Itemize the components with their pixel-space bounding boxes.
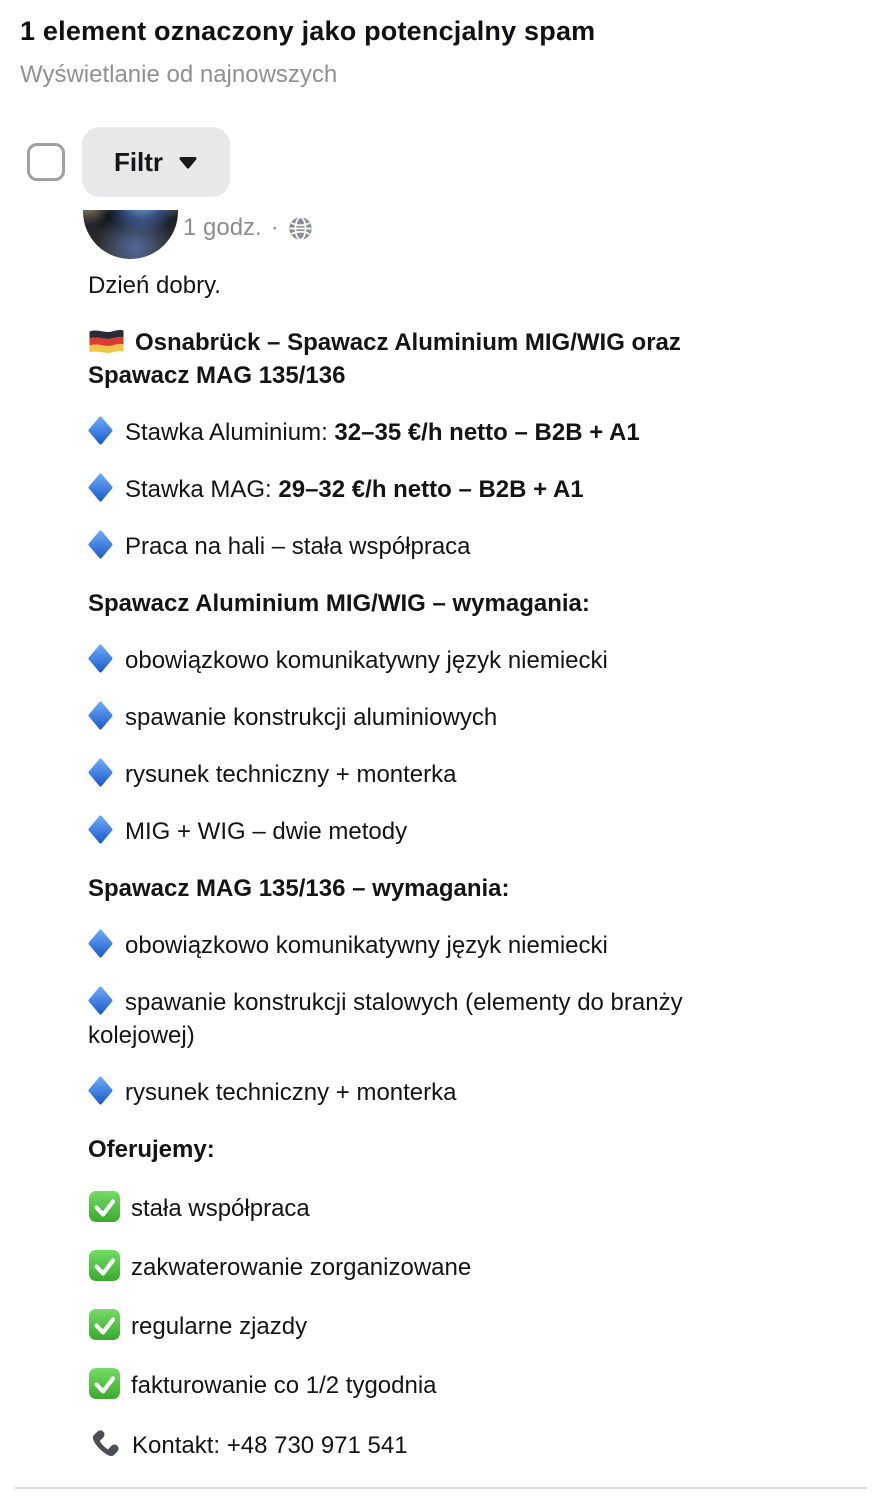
- item-text: obowiązkowo komunikatywny język niemiecki: [125, 932, 608, 959]
- section-heading-offer: Oferujemy:: [88, 1136, 215, 1163]
- green-check-icon: [88, 1190, 121, 1223]
- globe-public-icon: [288, 216, 313, 241]
- avatar-image: [83, 210, 178, 259]
- offer-item: [88, 1190, 788, 1225]
- section-heading-aluminium: Spawacz Aluminium MIG/WIG – wymagania:: [88, 590, 590, 617]
- germany-flag-icon: [88, 327, 125, 353]
- rate-value: 32–35 €/h netto – B2B + A1: [334, 419, 640, 446]
- rate-value: 29–32 €/h netto – B2B + A1: [278, 476, 584, 503]
- list-item-rate-mag: [88, 473, 788, 506]
- blue-diamond-icon: [88, 473, 113, 502]
- green-check-icon: [88, 1249, 121, 1282]
- item-text: rysunek techniczny + monterka: [125, 1079, 457, 1106]
- main-heading-text: Osnabrück – Spawacz Aluminium MIG/WIG oraz Spawacz MAG 135/136: [88, 329, 681, 389]
- offer-item: [88, 1249, 788, 1284]
- list-item: [88, 644, 788, 677]
- blue-diamond-icon: [88, 1076, 113, 1105]
- list-item-hall-work: [88, 530, 788, 563]
- section-heading-mag: Spawacz MAG 135/136 – wymagania:: [88, 875, 510, 902]
- post-author-avatar[interactable]: [83, 210, 178, 259]
- list-item: [88, 1076, 788, 1109]
- list-item: [88, 758, 788, 791]
- list-item: [88, 986, 788, 1052]
- blue-diamond-icon: [88, 758, 113, 787]
- post-main-heading: [88, 326, 788, 392]
- blue-diamond-icon: [88, 416, 113, 445]
- item-text: fakturowanie co 1/2 tygodnia: [131, 1372, 437, 1399]
- list-item: [88, 929, 788, 962]
- item-text: obowiązkowo komunikatywny język niemiecki: [125, 647, 608, 674]
- item-text: rysunek techniczny + monterka: [125, 761, 457, 788]
- item-text: spawanie konstrukcji stalowych (elementy do branży kolejowej): [88, 989, 683, 1049]
- blue-diamond-icon: [88, 644, 113, 673]
- blue-diamond-icon: [88, 986, 113, 1015]
- contact-text: Kontakt: +48 730 971 541: [132, 1432, 408, 1459]
- item-text: regularne zjazdy: [131, 1313, 308, 1340]
- blue-diamond-icon: [88, 701, 113, 730]
- blue-diamond-icon: [88, 929, 113, 958]
- bottom-divider: [15, 1487, 867, 1489]
- post-meta[interactable]: [183, 214, 313, 242]
- rate-label: Stawka MAG:: [125, 476, 272, 503]
- list-item: [88, 815, 788, 848]
- contact-line: [88, 1426, 788, 1462]
- select-all-checkbox[interactable]: [27, 143, 65, 181]
- meta-separator: ·: [270, 214, 279, 241]
- blue-diamond-icon: [88, 815, 113, 844]
- post-content: [88, 269, 788, 1486]
- blue-diamond-icon: [88, 530, 113, 559]
- item-text: zakwaterowanie zorganizowane: [131, 1254, 472, 1281]
- filter-button[interactable]: [82, 127, 230, 197]
- green-check-icon: [88, 1308, 121, 1341]
- caret-down-icon: [178, 156, 198, 169]
- offer-item: [88, 1308, 788, 1343]
- green-check-icon: [88, 1367, 121, 1400]
- list-item-rate-aluminium: [88, 416, 788, 449]
- sort-order-label: Wyświetlanie od najnowszych: [20, 61, 338, 88]
- phone-receiver-icon: [88, 1426, 123, 1461]
- offer-item: [88, 1367, 788, 1402]
- page-title: 1 element oznaczony jako potencjalny spam: [20, 16, 596, 46]
- post-timestamp: 1 godz.: [183, 214, 262, 241]
- item-text: stała współpraca: [131, 1195, 310, 1222]
- item-text: Praca na hali – stała współpraca: [125, 533, 471, 560]
- rate-label: Stawka Aluminium:: [125, 419, 328, 446]
- item-text: MIG + WIG – dwie metody: [125, 818, 408, 845]
- item-text: spawanie konstrukcji aluminiowych: [125, 704, 498, 731]
- list-item: [88, 701, 788, 734]
- filter-button-label: Filtr: [113, 146, 164, 177]
- post-greeting: Dzień dobry.: [88, 272, 221, 299]
